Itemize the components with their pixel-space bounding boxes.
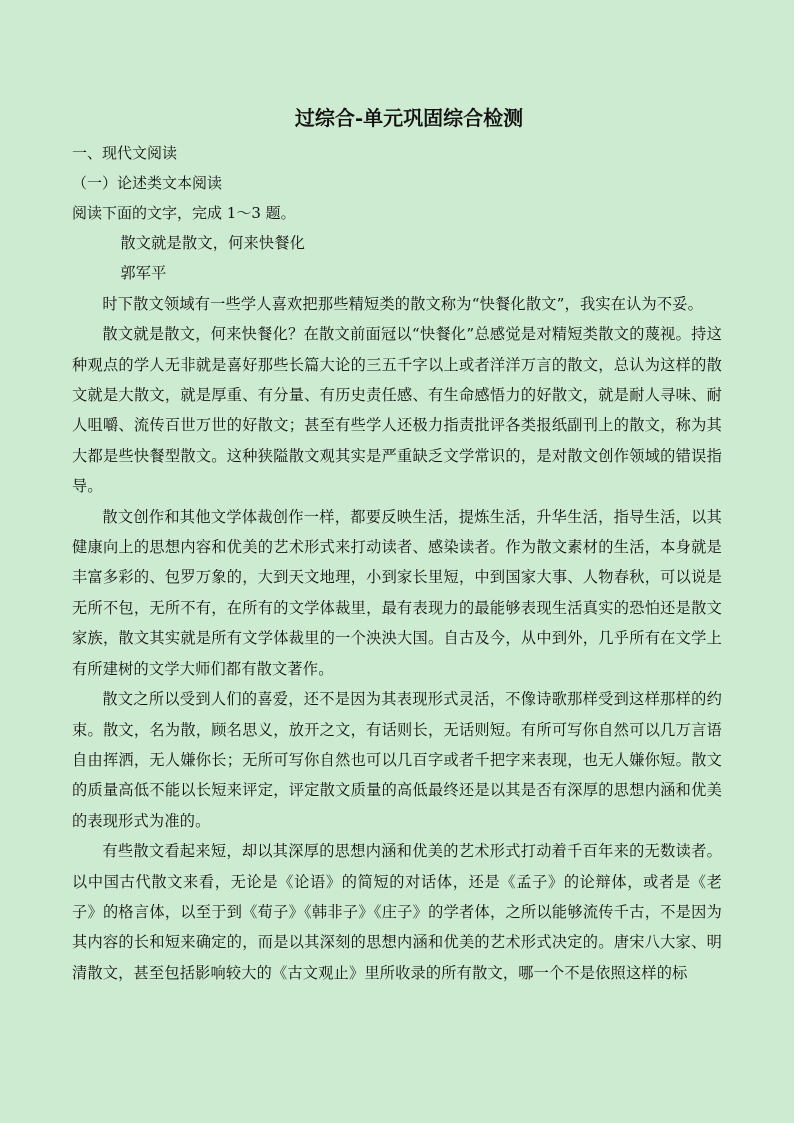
subsection-heading: （一）论述类文本阅读 xyxy=(72,174,223,192)
reading-instruction: 阅读下面的文字，完成 1～3 题。 xyxy=(72,204,296,222)
article-paragraph: 散文之所以受到人们的喜爱，还不是因为其表现形式灵活，不像诗歌那样受到这样那样的约束。散文，名为散，顾名思义，放开之文，有话则长，无话则短。有所可写你自然可以几万言语自由挥洒，无人嫌你长；无所可写你自然也可以几百字或者千把字来表现，也无人嫌你短。散文的质量高低不能以长短来评定，评定散文质量的高低最终还是以其是否有深厚的思想内涵和优美的表现形式为准的。 xyxy=(72,690,722,830)
article xyxy=(72,228,722,988)
article-title: 散文就是散文，何来快餐化 xyxy=(120,234,306,252)
article-paragraph: 散文创作和其他文学体裁创作一样，都要反映生活，提炼生活，升华生活，指导生活，以其健康向上的思想内容和优美的艺术形式来打动读者、感染读者。作为散文素材的生活，本身就是丰富多彩的、包罗万象的，大到天文地理，小到家长里短，中到国家大事、人物春秋，可以说是无所不包，无所不有，在所有的文学体裁里，最有表现力的最能够表现生活真实的恐怕还是散文家族，散文其实就是所有文学体裁里的一个泱泱大国。自古及今，从中到外，几乎所有在文学上有所建树的文学大师们都有散文著作。 xyxy=(72,507,722,678)
document-title: 过综合-单元巩固综合检测 xyxy=(294,106,524,130)
article-paragraph: 时下散文领域有一些学人喜欢把那些精短类的散文称为“快餐化散文”，我实在认为不妥。 xyxy=(102,294,704,313)
article-paragraph: 有些散文看起来短，却以其深厚的思想内涵和优美的艺术形式打动着千百年来的无数读者。以中国古代散文来看，无论是《论语》的简短的对话体，还是《孟子》的论辩体，或者是《老子》的格言体，以至于到《荀子》《韩非子》《庄子》的学者体，之所以能够流传千古，不是因为其内容的长和短来确定的，而是以其深刻的思想内涵和优美的艺术形式决定的。唐宋八大家、明清散文，甚至包括影响较大的《古文观止》里所收录的所有散文，哪一个不是依照这样的标 xyxy=(72,842,722,982)
article-paragraph: 散文就是散文，何来快餐化？在散文前面冠以“快餐化”总感觉是对精短类散文的蔑视。持这种观点的学人无非就是喜好那些长篇大论的三五千字以上或者洋洋万言的散文，总认为这样的散文就是大散文，就是厚重、有分量、有历史责任感、有生命感悟力的好散文，就是耐人寻味、耐人咀嚼、流传百世万世的好散文；甚至有些学人还极力指责批评各类报纸副刊上的散文，称为其大都是些快餐型散文。这种狭隘散文观其实是严重缺乏文学常识的，是对散文创作领域的错误指导。 xyxy=(72,325,722,496)
section-heading: 一、现代文阅读 xyxy=(72,144,178,162)
article-author: 郭军平 xyxy=(120,264,167,283)
